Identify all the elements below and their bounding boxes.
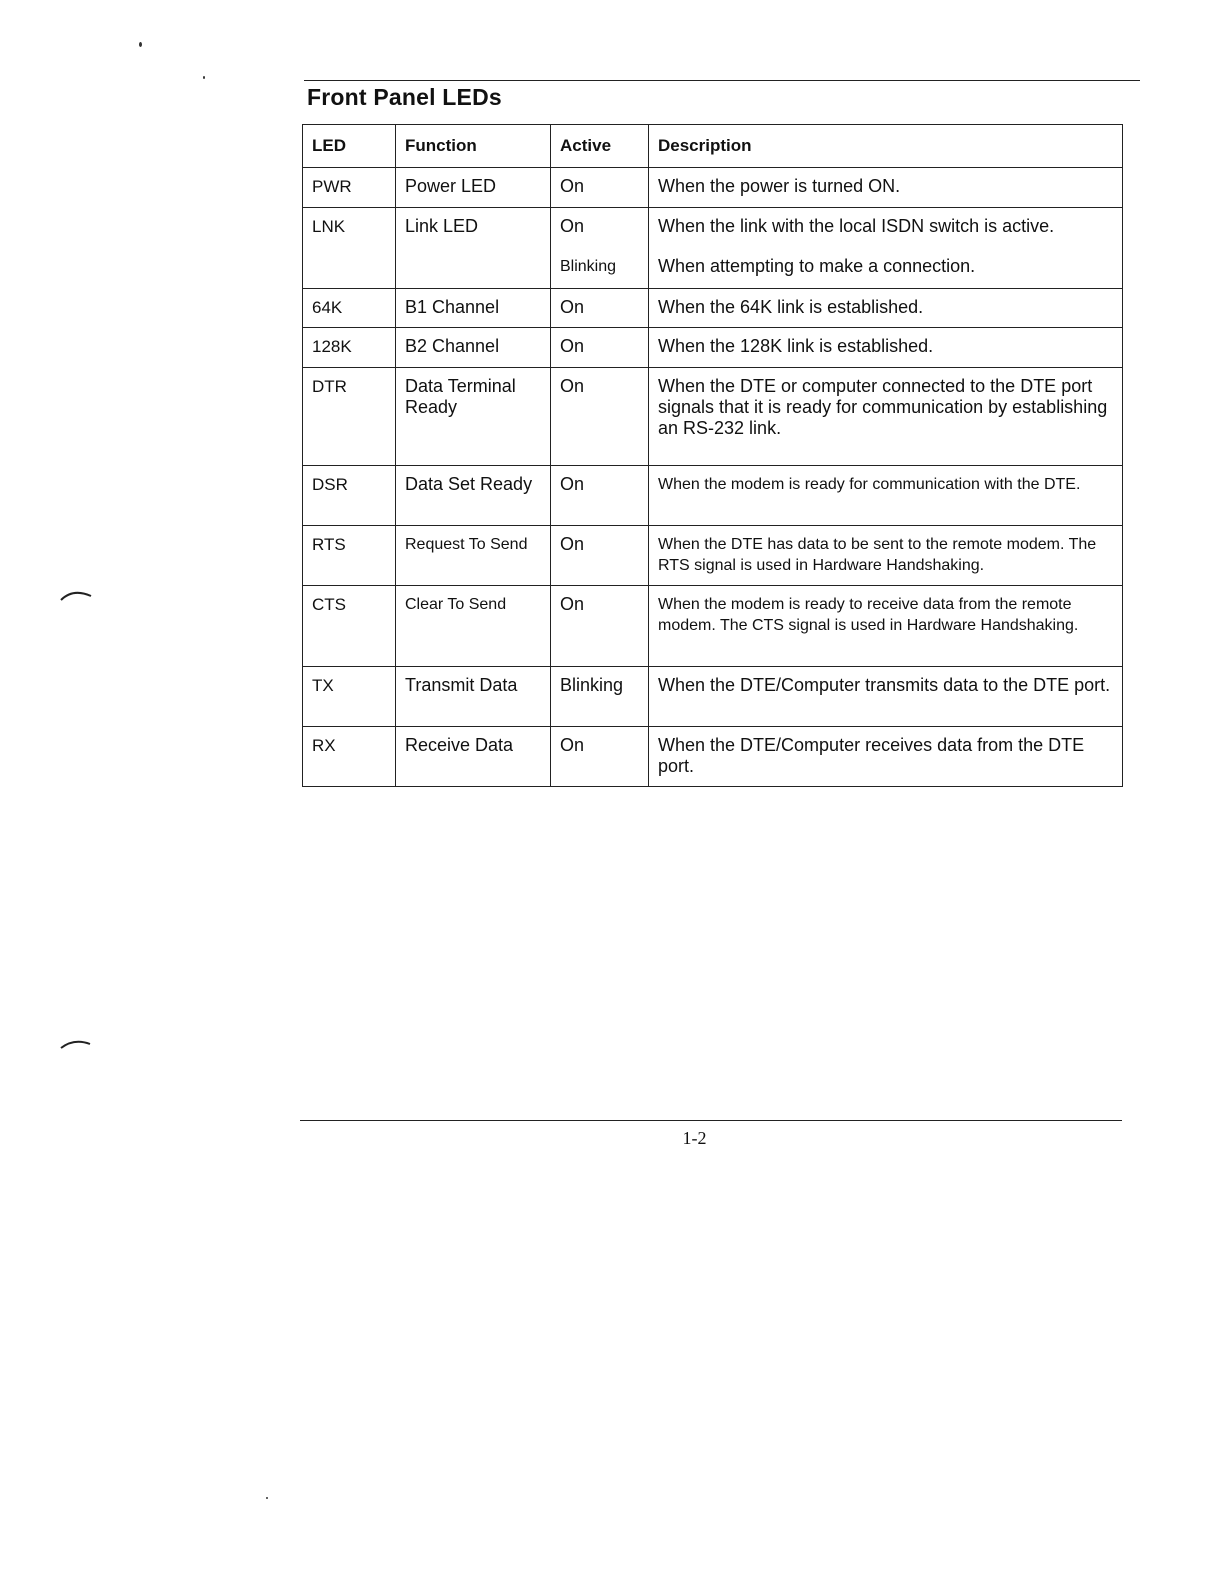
scan-mark-icon <box>58 586 98 606</box>
header-led: LED <box>303 125 396 168</box>
led-cell: RX <box>303 727 396 787</box>
description-value-secondary: When attempting to make a connection. <box>658 256 976 276</box>
description-cell: When the modem is ready for communication with the DTE. <box>649 466 1123 526</box>
page-number: 1-2 <box>682 1128 707 1148</box>
scan-speck <box>203 76 205 79</box>
active-cell: On <box>551 526 649 586</box>
function-cell: Data Set Ready <box>396 466 551 526</box>
active-value: On <box>560 216 585 236</box>
table-row <box>303 289 1123 328</box>
function-cell: Transmit Data <box>396 667 551 727</box>
section-title: Front Panel LEDs <box>307 84 502 110</box>
led-table <box>302 124 1123 787</box>
function-cell: B1 Channel <box>396 289 551 328</box>
description-cell: When the DTE/Computer receives data from the DTE port. <box>649 727 1123 787</box>
description-cell: When the DTE has data to be sent to the remote modem. The RTS signal is used in Hardware Handshaking. <box>649 526 1123 586</box>
function-cell: Link LED <box>396 208 551 289</box>
function-cell: B2 Channel <box>396 328 551 368</box>
scan-mark-icon <box>58 1034 98 1054</box>
description-cell: When the modem is ready to receive data from the remote modem. The CTS signal is used in Hardware Handshaking. <box>649 586 1123 667</box>
table-header-row <box>303 125 1123 168</box>
description-cell: When the 64K link is established. <box>649 289 1123 328</box>
active-cell: On <box>551 368 649 466</box>
table-row <box>303 667 1123 727</box>
active-cell: On <box>551 289 649 328</box>
table-row <box>303 368 1123 466</box>
header-active: Active <box>551 125 649 168</box>
description-cell <box>649 208 1123 289</box>
led-cell: DSR <box>303 466 396 526</box>
table-row <box>303 466 1123 526</box>
description-cell: When the DTE/Computer transmits data to the DTE port. <box>649 667 1123 727</box>
header-function: Function <box>396 125 551 168</box>
led-cell: CTS <box>303 586 396 667</box>
active-cell: On <box>551 727 649 787</box>
description-cell: When the 128K link is established. <box>649 328 1123 368</box>
active-cell: On <box>551 168 649 208</box>
function-cell: Power LED <box>396 168 551 208</box>
top-rule <box>304 80 1140 81</box>
function-cell: Request To Send <box>396 526 551 586</box>
scan-speck <box>266 1497 268 1499</box>
function-cell: Clear To Send <box>396 586 551 667</box>
led-cell: PWR <box>303 168 396 208</box>
header-description: Description <box>649 125 1123 168</box>
led-cell: TX <box>303 667 396 727</box>
active-value-secondary: Blinking <box>560 258 617 275</box>
active-cell: On <box>551 466 649 526</box>
led-cell: LNK <box>303 208 396 289</box>
scan-speck <box>139 42 142 47</box>
active-cell: On <box>551 586 649 667</box>
description-cell: When the power is turned ON. <box>649 168 1123 208</box>
table-row <box>303 526 1123 586</box>
active-cell: On <box>551 328 649 368</box>
bottom-rule <box>300 1120 1122 1121</box>
description-value: When the link with the local ISDN switch is active. <box>658 216 1055 236</box>
function-cell: Data Terminal Ready <box>396 368 551 466</box>
description-cell: When the DTE or computer connected to the DTE port signals that it is ready for communication by establishing an RS-232 link. <box>649 368 1123 466</box>
function-cell: Receive Data <box>396 727 551 787</box>
table-row <box>303 727 1123 787</box>
led-cell: 64K <box>303 289 396 328</box>
led-cell: 128K <box>303 328 396 368</box>
table-row <box>303 208 1123 289</box>
led-cell: DTR <box>303 368 396 466</box>
active-cell <box>551 208 649 289</box>
table-row <box>303 328 1123 368</box>
led-cell: RTS <box>303 526 396 586</box>
table-row <box>303 168 1123 208</box>
table-row <box>303 586 1123 667</box>
active-cell: Blinking <box>551 667 649 727</box>
